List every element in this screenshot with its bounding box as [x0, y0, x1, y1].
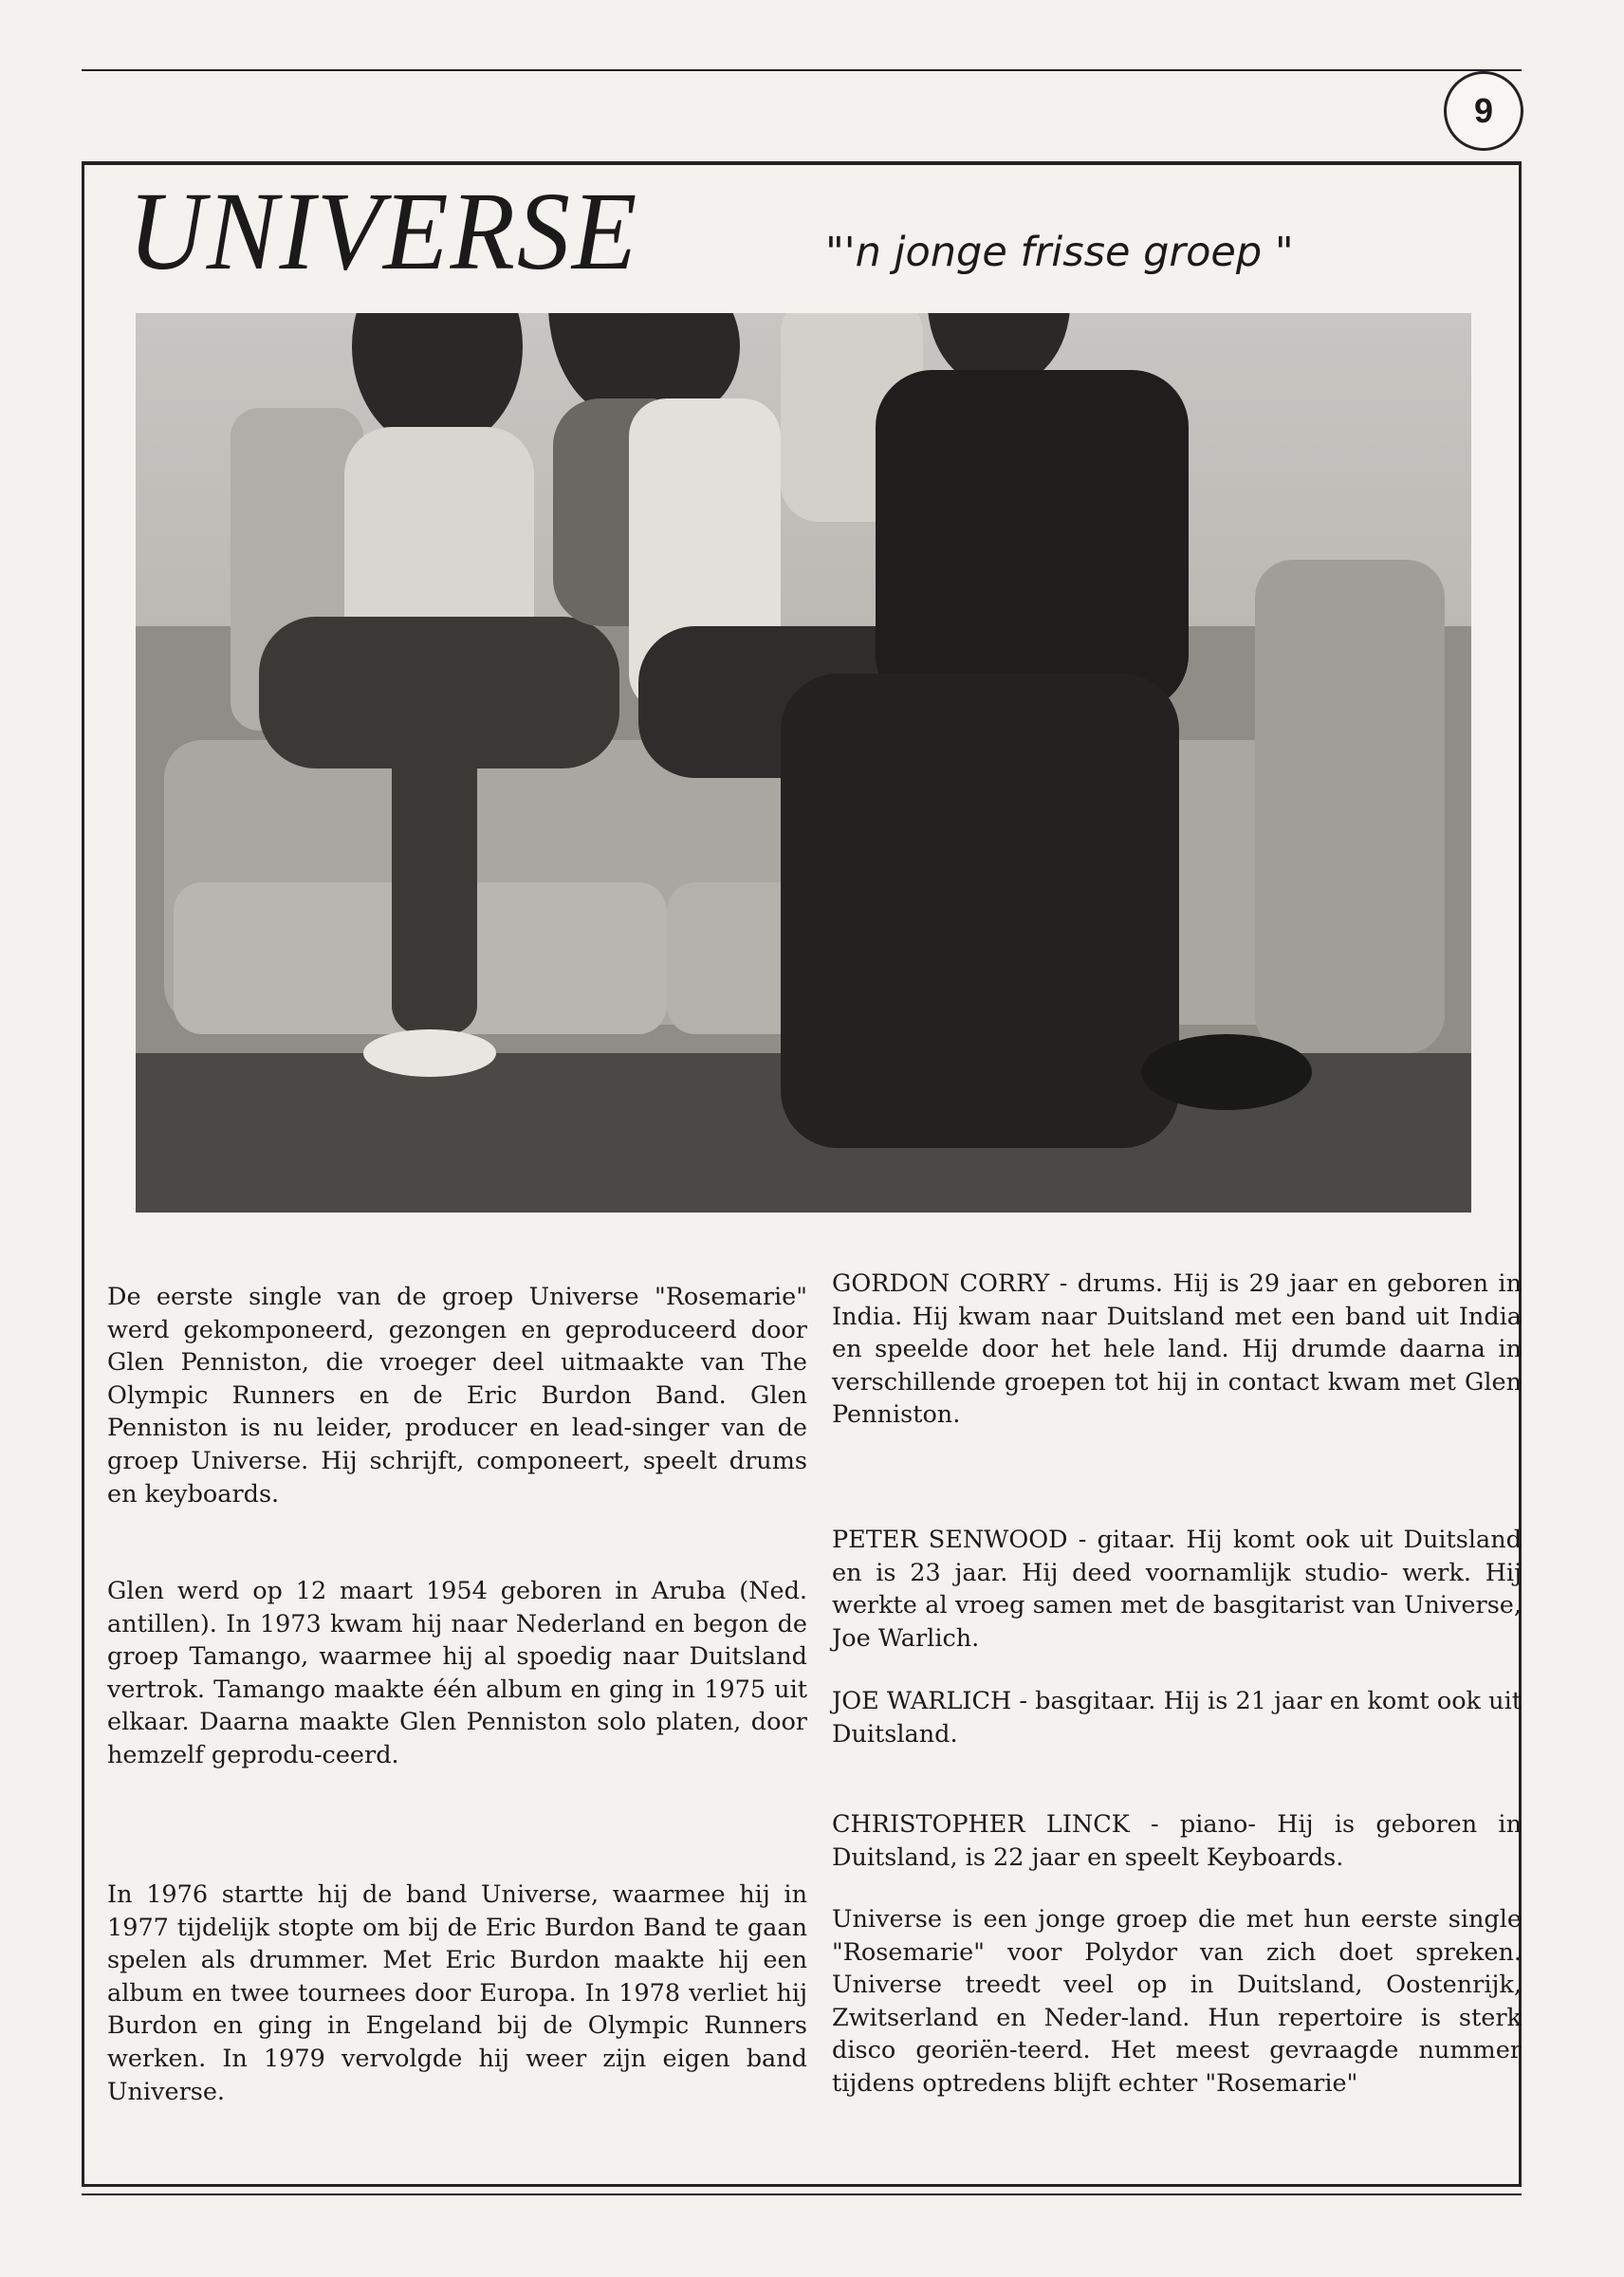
- article-subtitle: "'n jonge frisse groep ": [825, 229, 1294, 276]
- band-photo-icon: [136, 313, 1471, 1213]
- top-rule: [82, 69, 1522, 71]
- right-paragraph-christopher: CHRISTOPHER LINCK - piano- Hij is geboren in Duitsland, is 22 jaar en speelt Keyboards.: [832, 1810, 1522, 1872]
- bottom-rule: [82, 2194, 1522, 2195]
- article-title: UNIVERSE: [128, 169, 639, 293]
- left-paragraph-3: In 1976 startte hij de band Universe, waarmee hij in 1977 tijdelijk stopte om bij de Eric Burdon Band te gaan spelen als drummer. Met Eric Burdon maakte hij een album en twee tournees door Europa. In 1978 verliet hij Burdon en ging in Engeland bij de Olympic Runners werken. In 1979 vervolgde hij weer zijn eigen band Universe.: [107, 1880, 807, 2106]
- right-paragraph-universe: Universe is een jonge groep die met hun eerste single "Rosemarie" voor Polydor van zich doet spreken. Universe treedt veel op in Duitsland, Oostenrijk, Zwitserland en Neder-land. Hun repertoire is sterk disco georiën-teerd. Het meest gevraagde nummer tijdens optredens blijft echter "Rosemarie": [832, 1905, 1522, 2098]
- band-photo: [136, 313, 1471, 1213]
- left-paragraph-2: Glen werd op 12 maart 1954 geboren in Aruba (Ned. antillen). In 1973 kwam hij naar Nederland en begon de groep Tamango, waarmee hij al spoedig naar Duitsland vertrok. Tamango maakte één album en ging in 1975 uit elkaar. Daarna maakte Glen Penniston solo platen, door hemzelf geprodu-ceerd.: [107, 1577, 807, 1769]
- right-paragraph-gordon: GORDON CORRY - drums. Hij is 29 jaar en geboren in India. Hij kwam naar Duitsland met een band uit India en speelde door het hele land. Hij drumde daarna in verschillende groepen tot hij in contact kwam met Glen Penniston.: [832, 1269, 1522, 1430]
- page-number: 9: [1444, 71, 1523, 151]
- right-paragraph-joe: JOE WARLICH - basgitaar. Hij is 21 jaar en komt ook uit Duitsland.: [832, 1687, 1522, 1749]
- left-paragraph-1: De eerste single van de groep Universe "Rosemarie" werd gekomponeerd, gezongen en geproduceerd door Glen Penniston, die vroeger deel uitmaakte van The Olympic Runners en de Eric Burdon Band. Glen Penniston is nu leider, producer en lead-singer van de groep Universe. Hij schrijft, componeert, speelt drums en keyboards.: [107, 1283, 807, 1509]
- right-paragraph-peter: PETER SENWOOD - gitaar. Hij komt ook uit Duitsland en is 23 jaar. Hij deed voornamlijk studio- werk. Hij werkte al vroeg samen met de basgitarist van Universe, Joe Warlich.: [832, 1526, 1522, 1653]
